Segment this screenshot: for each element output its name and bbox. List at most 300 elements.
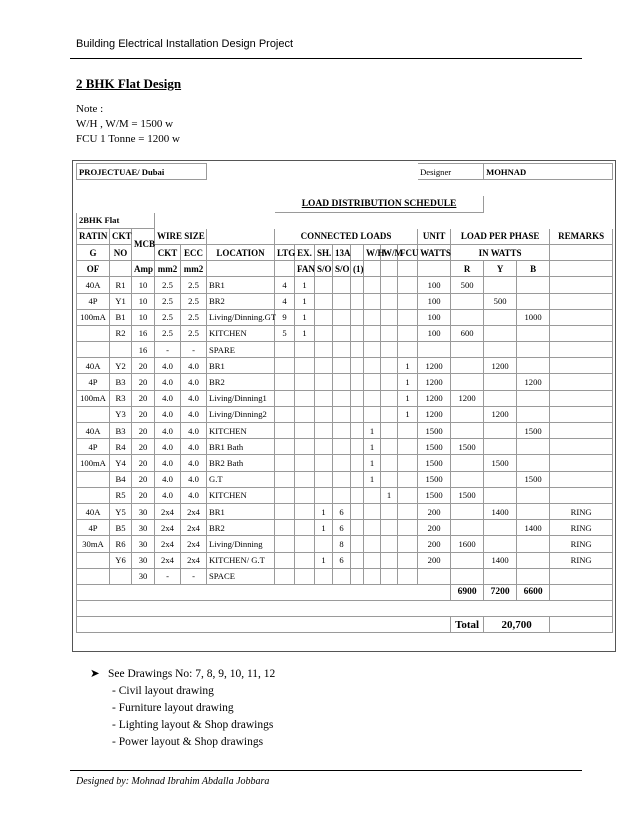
ex-fan-cell: 1 (295, 293, 315, 309)
b-phase-cell: 1000 (517, 309, 550, 325)
rating-header-2: G (77, 244, 110, 260)
a13-so-cell (333, 439, 351, 455)
designer-label: Designer (418, 164, 484, 180)
wh-cell (364, 374, 381, 390)
footer-rule (70, 770, 582, 771)
location-cell: BR1 (207, 358, 275, 374)
wh-cell (364, 552, 381, 568)
blank-cell (351, 277, 364, 293)
y-phase-cell (484, 471, 517, 487)
ckt-no-header: CKT (110, 228, 132, 244)
circuit-no-cell (110, 342, 132, 358)
wm-cell (381, 503, 398, 519)
ecc-size-cell: 4.0 (181, 487, 207, 503)
location-cell: BR1 (207, 503, 275, 519)
wh-cell (364, 568, 381, 584)
ckt-size-cell: 2x4 (155, 536, 181, 552)
a13-so-cell (333, 309, 351, 325)
location-cell: KITCHEN (207, 423, 275, 439)
ex-header: EX. (295, 244, 315, 260)
rating-cell (77, 487, 110, 503)
mcb-amp-cell: 20 (132, 471, 155, 487)
location-cell: BR2 Bath (207, 455, 275, 471)
table-row (77, 406, 613, 422)
rating-cell: 40A (77, 277, 110, 293)
a13-so-cell (333, 293, 351, 309)
grand-total-value: 20,700 (484, 617, 550, 633)
b-phase-cell (517, 325, 550, 341)
unit-watts-cell (418, 568, 451, 584)
ecc-size-cell: 2.5 (181, 325, 207, 341)
sh-so-cell (315, 487, 333, 503)
a13-so-cell (333, 390, 351, 406)
circuit-no-cell: B3 (110, 374, 132, 390)
circuit-no-cell: Y3 (110, 406, 132, 422)
fcu-cell (398, 325, 418, 341)
wh-cell: 1 (364, 471, 381, 487)
circuit-no-cell: R3 (110, 390, 132, 406)
remarks-cell (550, 342, 613, 358)
table-row (77, 390, 613, 406)
remarks-cell (550, 293, 613, 309)
table-row (77, 503, 613, 519)
circuit-no-cell: Y4 (110, 455, 132, 471)
total-r: 6900 (451, 584, 484, 600)
table-row (77, 439, 613, 455)
ex-fan-cell: 1 (295, 325, 315, 341)
phase-totals-row (77, 584, 613, 600)
load-distribution-table (76, 163, 613, 633)
remarks-cell (550, 568, 613, 584)
wm-cell (381, 568, 398, 584)
circuit-no-cell: R4 (110, 439, 132, 455)
remarks-cell (550, 309, 613, 325)
mcb-amp-cell: 30 (132, 568, 155, 584)
sh-so-cell (315, 423, 333, 439)
grand-total-row (77, 617, 613, 633)
wm-cell (381, 536, 398, 552)
fcu-cell (398, 520, 418, 536)
note-fcu: FCU 1 Tonne = 1200 w (76, 133, 180, 145)
sh-so-cell (315, 342, 333, 358)
ex-fan-cell (295, 406, 315, 422)
header-row-3 (77, 261, 613, 277)
wh-cell (364, 536, 381, 552)
sh-so-cell (315, 293, 333, 309)
r-phase-cell (451, 293, 484, 309)
b-phase-cell (517, 406, 550, 422)
remarks-cell (550, 406, 613, 422)
fcu-cell (398, 471, 418, 487)
table-row (77, 471, 613, 487)
blank-cell (351, 471, 364, 487)
circuit-no-cell (110, 568, 132, 584)
wm-cell (381, 374, 398, 390)
location-cell: BR2 (207, 374, 275, 390)
page-header: Building Electrical Installation Design Project (76, 38, 294, 50)
fcu-cell (398, 455, 418, 471)
circuit-no-cell: B5 (110, 520, 132, 536)
sh-so-cell (315, 374, 333, 390)
wh-cell (364, 520, 381, 536)
total-y: 7200 (484, 584, 517, 600)
rating-cell (77, 342, 110, 358)
mcb-amp-cell: 20 (132, 390, 155, 406)
table-row (77, 552, 613, 568)
amp-header: Amp (132, 261, 155, 277)
ex-fan-cell (295, 390, 315, 406)
location-cell: Living/Dinning (207, 536, 275, 552)
rating-cell: 100mA (77, 390, 110, 406)
unit-watts-cell: 100 (418, 277, 451, 293)
remarks-cell: RING (550, 520, 613, 536)
r-phase-cell (451, 455, 484, 471)
one-header: (1) (351, 261, 364, 277)
remarks-cell: RING (550, 503, 613, 519)
location-cell: SPACE (207, 568, 275, 584)
location-header: LOCATION (207, 244, 275, 260)
blank-cell (351, 503, 364, 519)
ckt-no-header-2: NO (110, 244, 132, 260)
page-footer: Designed by: Mohnad Ibrahim Abdalla Jobbara (76, 776, 270, 787)
fcu-cell (398, 503, 418, 519)
ex-fan-cell (295, 358, 315, 374)
r-phase-cell (451, 358, 484, 374)
ckt-size-cell: 2.5 (155, 309, 181, 325)
table-row (77, 536, 613, 552)
fcu-cell (398, 277, 418, 293)
circuit-no-cell: R1 (110, 277, 132, 293)
ltg-cell: 9 (275, 309, 295, 325)
ltg-cell (275, 568, 295, 584)
location-cell: BR1 Bath (207, 439, 275, 455)
drawings-lead: See Drawings No: 7, 8, 9, 10, 11, 12 (108, 668, 276, 680)
fcu-cell (398, 309, 418, 325)
table-row (77, 325, 613, 341)
remarks-cell (550, 390, 613, 406)
wm-cell (381, 342, 398, 358)
a13-so-cell (333, 325, 351, 341)
ckt-size-cell: 4.0 (155, 471, 181, 487)
table-row (77, 423, 613, 439)
y-phase-cell: 1400 (484, 503, 517, 519)
wm-cell (381, 520, 398, 536)
unit-watts-cell: 200 (418, 552, 451, 568)
b-phase-cell: 1200 (517, 374, 550, 390)
a13-so-cell: 6 (333, 520, 351, 536)
r-phase-cell (451, 568, 484, 584)
r-phase-cell (451, 309, 484, 325)
b-phase-cell (517, 342, 550, 358)
table-row (77, 309, 613, 325)
designer-value: MOHNAD (484, 164, 613, 180)
location-cell: Living/Dinning.GT (207, 309, 275, 325)
a13-so-cell: 6 (333, 503, 351, 519)
wm-cell (381, 390, 398, 406)
wm-cell (381, 309, 398, 325)
b-phase-header: B (517, 261, 550, 277)
circuit-no-cell: Y1 (110, 293, 132, 309)
rating-header: RATIN (77, 228, 110, 244)
unit-watts-cell: 1500 (418, 439, 451, 455)
y-phase-header: Y (484, 261, 517, 277)
y-phase-cell (484, 309, 517, 325)
ex-fan-cell (295, 487, 315, 503)
location-cell: BR2 (207, 520, 275, 536)
rating-cell (77, 325, 110, 341)
fcu-cell (398, 552, 418, 568)
fan-header: FAN (295, 261, 315, 277)
unit-watts-cell: 200 (418, 536, 451, 552)
rating-header-3: OF (77, 261, 110, 277)
circuit-no-cell: Y6 (110, 552, 132, 568)
table-row (77, 568, 613, 584)
mm2-header-a: mm2 (155, 261, 181, 277)
rating-cell: 100mA (77, 309, 110, 325)
y-phase-cell (484, 423, 517, 439)
mcb-amp-cell: 30 (132, 536, 155, 552)
ecc-size-cell: 4.0 (181, 439, 207, 455)
rating-cell: 100mA (77, 455, 110, 471)
fcu-cell (398, 439, 418, 455)
sh-so-cell (315, 406, 333, 422)
circuit-no-cell: B3 (110, 423, 132, 439)
b-phase-cell (517, 390, 550, 406)
ecc-size-cell: 4.0 (181, 406, 207, 422)
ltg-header: LTG (275, 244, 295, 260)
blank-cell (351, 552, 364, 568)
a13-header: 13A (333, 244, 351, 260)
r-phase-cell (451, 342, 484, 358)
load-per-phase-header: LOAD PER PHASE (451, 228, 550, 244)
blank-cell (351, 358, 364, 374)
r-phase-cell (451, 374, 484, 390)
wh-cell (364, 487, 381, 503)
unit-watts-cell: 1500 (418, 487, 451, 503)
fcu-cell (398, 293, 418, 309)
table-row (77, 374, 613, 390)
wm-cell (381, 552, 398, 568)
rating-cell: 4P (77, 293, 110, 309)
ecc-size-cell: 4.0 (181, 374, 207, 390)
sh-so-cell (315, 277, 333, 293)
ecc-size-cell: - (181, 342, 207, 358)
rating-cell: 40A (77, 503, 110, 519)
blank-cell (351, 520, 364, 536)
mcb-amp-cell: 20 (132, 487, 155, 503)
ltg-cell: 4 (275, 277, 295, 293)
ex-fan-cell: 1 (295, 277, 315, 293)
fcu-cell (398, 536, 418, 552)
wm-header: W/M (381, 244, 398, 260)
connected-loads-header: CONNECTED LOADS (275, 228, 418, 244)
ckt-size-cell: - (155, 342, 181, 358)
ckt-size-cell: 4.0 (155, 390, 181, 406)
unit-watts-cell: 200 (418, 503, 451, 519)
ex-fan-cell (295, 342, 315, 358)
sh-so-cell (315, 536, 333, 552)
unit-watts-cell: 1200 (418, 390, 451, 406)
so-header-2: S/O (333, 261, 351, 277)
blank-cell (351, 325, 364, 341)
mcb-amp-cell: 20 (132, 423, 155, 439)
blank-cell (351, 406, 364, 422)
watts-header: WATTS (418, 244, 451, 260)
header-row-2 (77, 244, 613, 260)
mcb-amp-cell: 20 (132, 358, 155, 374)
unit-header: UNIT (418, 228, 451, 244)
unit-watts-cell: 100 (418, 325, 451, 341)
a13-so-cell: 8 (333, 536, 351, 552)
unit-watts-cell: 1500 (418, 423, 451, 439)
wm-cell (381, 293, 398, 309)
ex-fan-cell (295, 503, 315, 519)
ltg-cell: 4 (275, 293, 295, 309)
b-phase-cell (517, 293, 550, 309)
b-phase-cell: 1500 (517, 423, 550, 439)
wh-cell (364, 503, 381, 519)
table-row (77, 455, 613, 471)
ltg-cell (275, 552, 295, 568)
blank-cell (351, 374, 364, 390)
a13-so-cell (333, 342, 351, 358)
y-phase-cell (484, 487, 517, 503)
sh-so-cell (315, 439, 333, 455)
ex-fan-cell (295, 552, 315, 568)
rating-cell: 30mA (77, 536, 110, 552)
y-phase-cell: 1400 (484, 552, 517, 568)
table-row (77, 293, 613, 309)
fcu-cell: 1 (398, 358, 418, 374)
wm-cell (381, 471, 398, 487)
unit-watts-cell (418, 342, 451, 358)
blank-cell (351, 439, 364, 455)
ecc-size-cell: 2.5 (181, 293, 207, 309)
r-phase-header: R (451, 261, 484, 277)
note-label: Note : (76, 103, 104, 115)
blank-cell (351, 342, 364, 358)
wm-cell (381, 325, 398, 341)
drawings-list (90, 666, 275, 751)
location-cell: Living/Dinning1 (207, 390, 275, 406)
wm-cell (381, 358, 398, 374)
remarks-cell (550, 277, 613, 293)
r-phase-cell (451, 471, 484, 487)
y-phase-cell (484, 568, 517, 584)
ckt-size-cell: 4.0 (155, 358, 181, 374)
r-phase-cell (451, 520, 484, 536)
project-cell (77, 164, 207, 180)
ltg-cell (275, 455, 295, 471)
wh-cell (364, 406, 381, 422)
remarks-header: REMARKS (550, 228, 613, 244)
rating-cell (77, 406, 110, 422)
wh-cell: 1 (364, 455, 381, 471)
r-phase-cell (451, 406, 484, 422)
ltg-cell (275, 503, 295, 519)
so-header-1: S/O (315, 261, 333, 277)
b-phase-cell (517, 455, 550, 471)
wh-cell (364, 342, 381, 358)
mcb-amp-cell: 16 (132, 325, 155, 341)
unit-watts-cell: 1200 (418, 406, 451, 422)
mcb-amp-cell: 10 (132, 309, 155, 325)
r-phase-cell (451, 552, 484, 568)
table-row (77, 277, 613, 293)
mcb-amp-cell: 30 (132, 520, 155, 536)
fcu-cell (398, 487, 418, 503)
location-cell: Living/Dinning2 (207, 406, 275, 422)
ltg-cell (275, 536, 295, 552)
wh-cell: 1 (364, 423, 381, 439)
project-label: PROJECT (79, 166, 120, 177)
schedule-title: LOAD DISTRIBUTION SCHEDULE (275, 196, 484, 212)
sh-so-cell (315, 325, 333, 341)
fcu-header: FCU (398, 244, 418, 260)
a13-so-cell (333, 277, 351, 293)
location-cell: G.T (207, 471, 275, 487)
ckt-size-cell: 4.0 (155, 487, 181, 503)
y-phase-cell: 1500 (484, 455, 517, 471)
y-phase-cell: 1200 (484, 358, 517, 374)
ex-fan-cell (295, 439, 315, 455)
remarks-cell (550, 471, 613, 487)
b-phase-cell (517, 536, 550, 552)
ckt-size-header: CKT (155, 244, 181, 260)
location-cell: KITCHEN (207, 487, 275, 503)
a13-so-cell (333, 374, 351, 390)
y-phase-cell (484, 374, 517, 390)
y-phase-cell: 1200 (484, 406, 517, 422)
fcu-cell: 1 (398, 390, 418, 406)
ckt-size-cell: 4.0 (155, 374, 181, 390)
circuit-no-cell: R2 (110, 325, 132, 341)
ckt-size-cell: 4.0 (155, 455, 181, 471)
y-phase-cell: 500 (484, 293, 517, 309)
ltg-cell (275, 374, 295, 390)
sh-so-cell: 1 (315, 552, 333, 568)
mcb-amp-cell: 10 (132, 277, 155, 293)
rating-cell (77, 471, 110, 487)
ckt-size-cell: 2.5 (155, 325, 181, 341)
unit-watts-cell: 1200 (418, 374, 451, 390)
ckt-size-cell: 4.0 (155, 439, 181, 455)
ckt-size-cell: 2x4 (155, 503, 181, 519)
ltg-cell (275, 358, 295, 374)
mm2-header-b: mm2 (181, 261, 207, 277)
b-phase-cell (517, 487, 550, 503)
remarks-cell (550, 358, 613, 374)
y-phase-cell (484, 277, 517, 293)
header-row-1 (77, 228, 613, 244)
ckt-size-cell: 4.0 (155, 406, 181, 422)
y-phase-cell (484, 325, 517, 341)
wh-cell (364, 277, 381, 293)
ltg-cell: 5 (275, 325, 295, 341)
fcu-cell (398, 342, 418, 358)
sh-so-cell (315, 390, 333, 406)
mcb-amp-cell: 16 (132, 342, 155, 358)
b-phase-cell: 1400 (517, 520, 550, 536)
ecc-size-cell: 2x4 (181, 552, 207, 568)
r-phase-cell: 600 (451, 325, 484, 341)
section-title: 2 BHK Flat Design (76, 76, 182, 91)
fcu-cell: 1 (398, 406, 418, 422)
ltg-cell (275, 487, 295, 503)
grand-total-label: Total (451, 617, 484, 633)
circuit-no-cell: R6 (110, 536, 132, 552)
location-cell: KITCHEN (207, 325, 275, 341)
